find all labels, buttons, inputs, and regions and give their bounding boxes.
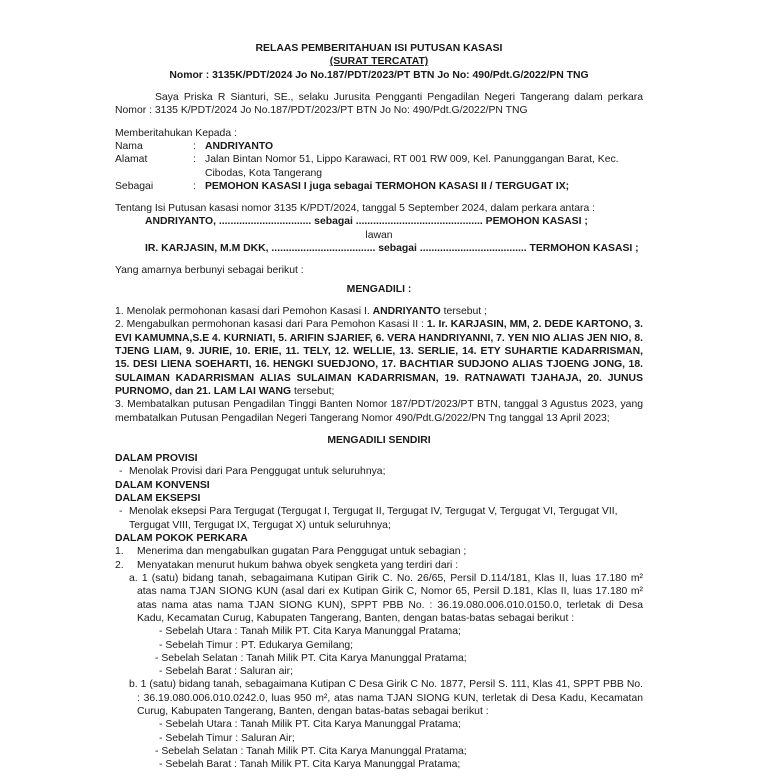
pokok-item-1: 1. Menerima dan mengabulkan gugatan Para Penggugat untuk sebagian ; [115,546,467,558]
recipient-heading: Memberitahukan Kepada : [115,127,237,139]
border-south-b: - Sebelah Selatan : Tanah Milik PT. Cita Karya Manunggal Pratama; [155,746,467,757]
alamat-value: Jalan Bintan Nomor 51, Lippo Karawaci, RT 001 RW 009, Kel. Panunggangan Barat, Kec. Cibodas, Kota Tangerang [205,154,619,179]
mengadili-item: 3. Membatalkan putusan Pengadilan Tinggi Banten Nomor 187/PDT/2023/PT BTN, tanggal 3 Agustus 2023, yang membatalkan Putusan Pengadilan Negeri Tangerang Nomor 490/Pdt.G/2022/PN Tng tanggal 13 April 2023; [115,399,644,424]
pokok-perkara-heading: DALAM POKOK PERKARA [115,533,248,544]
recipient-name-row: Nama : ANDRIYANTO [115,140,643,153]
object-a-paragraph: a. 1 (satu) bidang tanah, sebagaimana Kutipan Girik C. No. 26/65, Persil D.114/181, Klas II, luas 17.180 m² atas nama TJAN SIONG KUN (asal dari ex Kutipan Girik C, Nomor 65, Persil D.181, Klas II, luas 17.180 m² atas nama atas nama TJAN SIONG KUN), SPPT PBB No. : 36.19.080.006.010.0150.0, terletak di Desa Kadu, Kecamatan Curug, Kabupaten Tangerang, Banten, dengan batas-batas sebagai berikut : [129,572,643,624]
nama-label: Nama [115,140,143,152]
mengadili-heading: MENGADILI : [346,283,412,295]
sebagai-label: Sebagai [115,180,154,192]
tentang-paragraph: Tentang Isi Putusan kasasi nomor 3135 K/PDT/2024, tanggal 5 September 2024, dalam perkara antara : [115,203,595,215]
pokok-item-2: 2. Menyatakan menurut hukum bahwa obyek sengketa yang terdiri dari : [115,559,459,571]
parties-block [115,215,643,255]
border-east-a: - Sebelah Timur : PT. Edukarya Gemilang; [159,639,354,651]
provisi-heading: DALAM PROVISI [115,453,198,465]
document-number: Nomor : 3135K/PDT/2024 Jo No.187/PDT/2023/PT BTN Jo No: 490/Pdt.G/2022/PN TNG [169,69,589,81]
recipient-address-row: Alamat : Jalan Bintan Nomor 51, Lippo Karawaci, RT 001 RW 009, Kel. Panunggangan Barat, Kec. Cibodas, Kota Tangerang [115,153,643,180]
object-b-paragraph: b. 1 (satu) bidang tanah, sebagaimana Kutipan C Desa Girik C No. 1877, Persil S. 111, Klas 41, SPPT PBB No. : 36.19.080.006.010.0242.0, luas 950 m², atas nama TJAN SIONG KUN, terletak di Desa Kadu, Kecamatan Curug, Kabupaten Tangerang, Banten, dengan batas-batas sebagai berikut : [129,679,643,718]
border-south-a: - Sebelah Selatan : Tanah Milik PT. Cita Karya Manunggal Pratama; [155,652,467,664]
eksepsi-item: - Menolak eksepsi Para Tergugat (Tergugat I, Tergugat II, Tergugat IV, Tergugat V, Tergugat VI, Tergugat VII, Tergugat VIII, Tergugat IX, Tergugat X) untuk seluruhnya; [119,506,618,531]
sebagai-value: PEMOHON KASASI I juga sebagai TERMOHON KASASI II / TERGUGAT IX; [205,180,570,192]
object-b-borders [115,718,643,771]
document-title: RELAAS PEMBERITAHUAN ISI PUTUSAN KASASI [255,43,503,54]
border-west-a: - Sebelah Barat : Saluran air; [159,666,293,678]
party-applicant: ANDRIYANTO, ................................ sebagai ............................................ PEMOHON KASASI ; [145,216,588,228]
lawan-label: lawan [365,229,393,241]
mengadili-item: 1. Menolak permohonan kasasi dari Pemohon Kasasi I. ANDRIYANTO tersebut ; [115,306,487,317]
document-subtitle: (SURAT TERCATAT) [329,56,429,68]
mengadili-list [115,305,643,425]
amarnya-text: Yang amarnya berbunyi sebagai berikut : [115,265,304,277]
konvensi-heading: DALAM KONVENSI [115,479,210,491]
mengadili-item: 2. Mengabulkan permohonan kasasi dari Para Pemohon Kasasi II : 1. Ir. KARJASIN, MM, 2. DEDE KARTONO, 3. EVI KAMUMNA,S.E 4. KURNIATI, 5. ARIFIN SJARIEF, 6. VERA HANDRIYANNI, 7. YEN NIO ALIAS JEN NIO, 8. TJENG LIAM, 9. JURIE, 10. ERIE, 11. TELY, 12. WELLIE, 13. SERLIE, 14. ETY SUHARTIE KADARRISMAN, 15. DESI LIENA SOEHARTI, 16. HENGKI SUEDJONO, 17. BACHTIAR SUDJONO ALIAS TJOENG JONG, 18. SULAIMAN KADARRISMAN ALIAS SULAIMAN KADARRISMAN, 19. RATNAWATI TJAHAJA, 20. JUNUS PURNOMO, dan 21. LAM LAI WANG tersebut; [115,319,644,397]
border-north-b: - Sebelah Utara : Tanah Milik PT. Cita Karya Manunggal Pratama; [159,719,461,731]
alamat-label: Alamat [115,154,148,166]
recipient-role-row: Sebagai : PEMOHON KASASI I juga sebagai TERMOHON KASASI II / TERGUGAT IX; [115,180,643,193]
party-respondent: IR. KARJASIN, M.M DKK, .................................... sebagai ..................................... TERMOHON KASASI ; [145,243,639,255]
mengadili-sendiri-heading: MENGADILI SENDIRI [327,434,431,446]
eksepsi-heading: DALAM EKSEPSI [115,493,201,505]
nama-value: ANDRIYANTO [205,140,274,152]
border-north-a: - Sebelah Utara : Tanah Milik PT. Cita Karya Manunggal Pratama; [159,626,461,638]
document-page [115,42,643,772]
provisi-item: - Menolak Provisi dari Para Penggugat untuk seluruhnya; [119,466,386,478]
object-a-borders [115,625,643,678]
border-west-b: - Sebelah Barat : Tanah Milik PT. Cita Karya Manunggal Pratama; [159,759,461,771]
border-east-b: - Sebelah Timur : Saluran Air; [159,732,295,744]
intro-paragraph: Saya Priska R Sianturi, SE., selaku Jurusita Pengganti Pengadilan Negeri Tangerang dalam perkara Nomor : 3135 K/PDT/2024 Jo No.187/PDT/2023/PT BTN Jo No: 490/Pdt.G/2022/PN TNG [115,91,643,117]
